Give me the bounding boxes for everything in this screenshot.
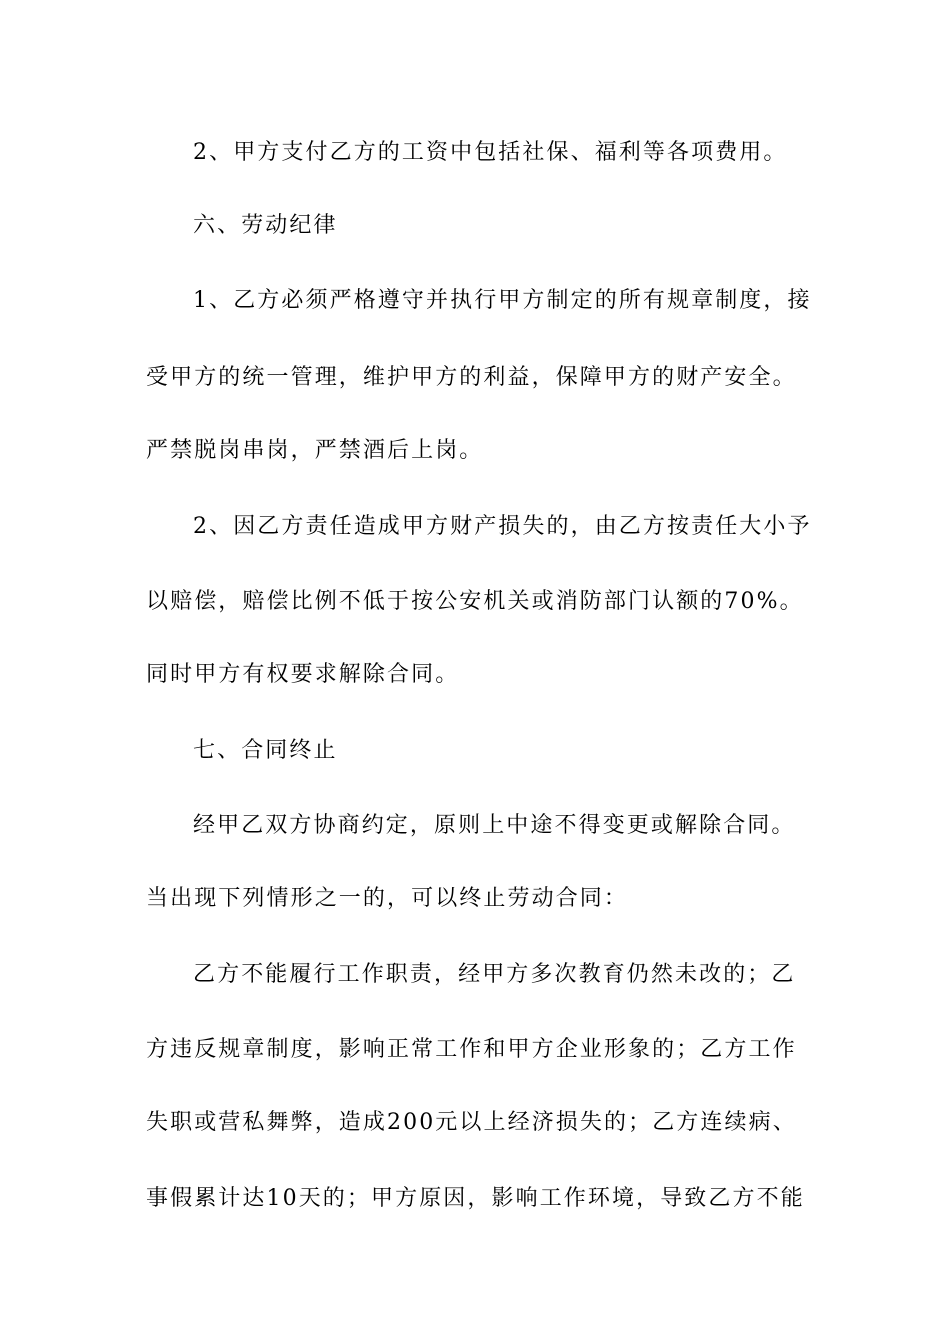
paragraph-line: 严禁脱岗串岗，严禁酒后上岗。 [146, 438, 484, 463]
section-heading: 七、合同终止 [193, 738, 338, 763]
paragraph-line: 当出现下列情形之一的，可以终止劳动合同： [146, 886, 629, 911]
paragraph-line: 2、甲方支付乙方的工资中包括社保、福利等各项费用。 [193, 140, 788, 165]
paragraph-line: 2、因乙方责任造成甲方财产损失的，由乙方按责任大小予 [193, 514, 812, 539]
paragraph-line: 方违反规章制度，影响正常工作和甲方企业形象的；乙方工作 [146, 1037, 797, 1062]
paragraph-line: 同时甲方有权要求解除合同。 [146, 662, 460, 687]
paragraph-line: 1、乙方必须严格遵守并执行甲方制定的所有规章制度，接 [193, 288, 812, 313]
paragraph-line: 事假累计达10天的；甲方原因，影响工作环境，导致乙方不能 [146, 1186, 805, 1211]
section-heading: 六、劳动纪律 [193, 213, 338, 238]
paragraph-line: 失职或营私舞弊，造成200元以上经济损失的；乙方连续病、 [146, 1110, 797, 1135]
paragraph-line: 经甲乙双方协商约定，原则上中途不得变更或解除合同。 [193, 813, 796, 838]
paragraph-line: 乙方不能履行工作职责，经甲方多次教育仍然未改的；乙 [193, 962, 796, 987]
paragraph-line: 受甲方的统一管理，维护甲方的利益，保障甲方的财产安全。 [146, 365, 797, 390]
paragraph-line: 以赔偿，赔偿比例不低于按公安机关或消防部门认额的70%。 [146, 589, 804, 614]
